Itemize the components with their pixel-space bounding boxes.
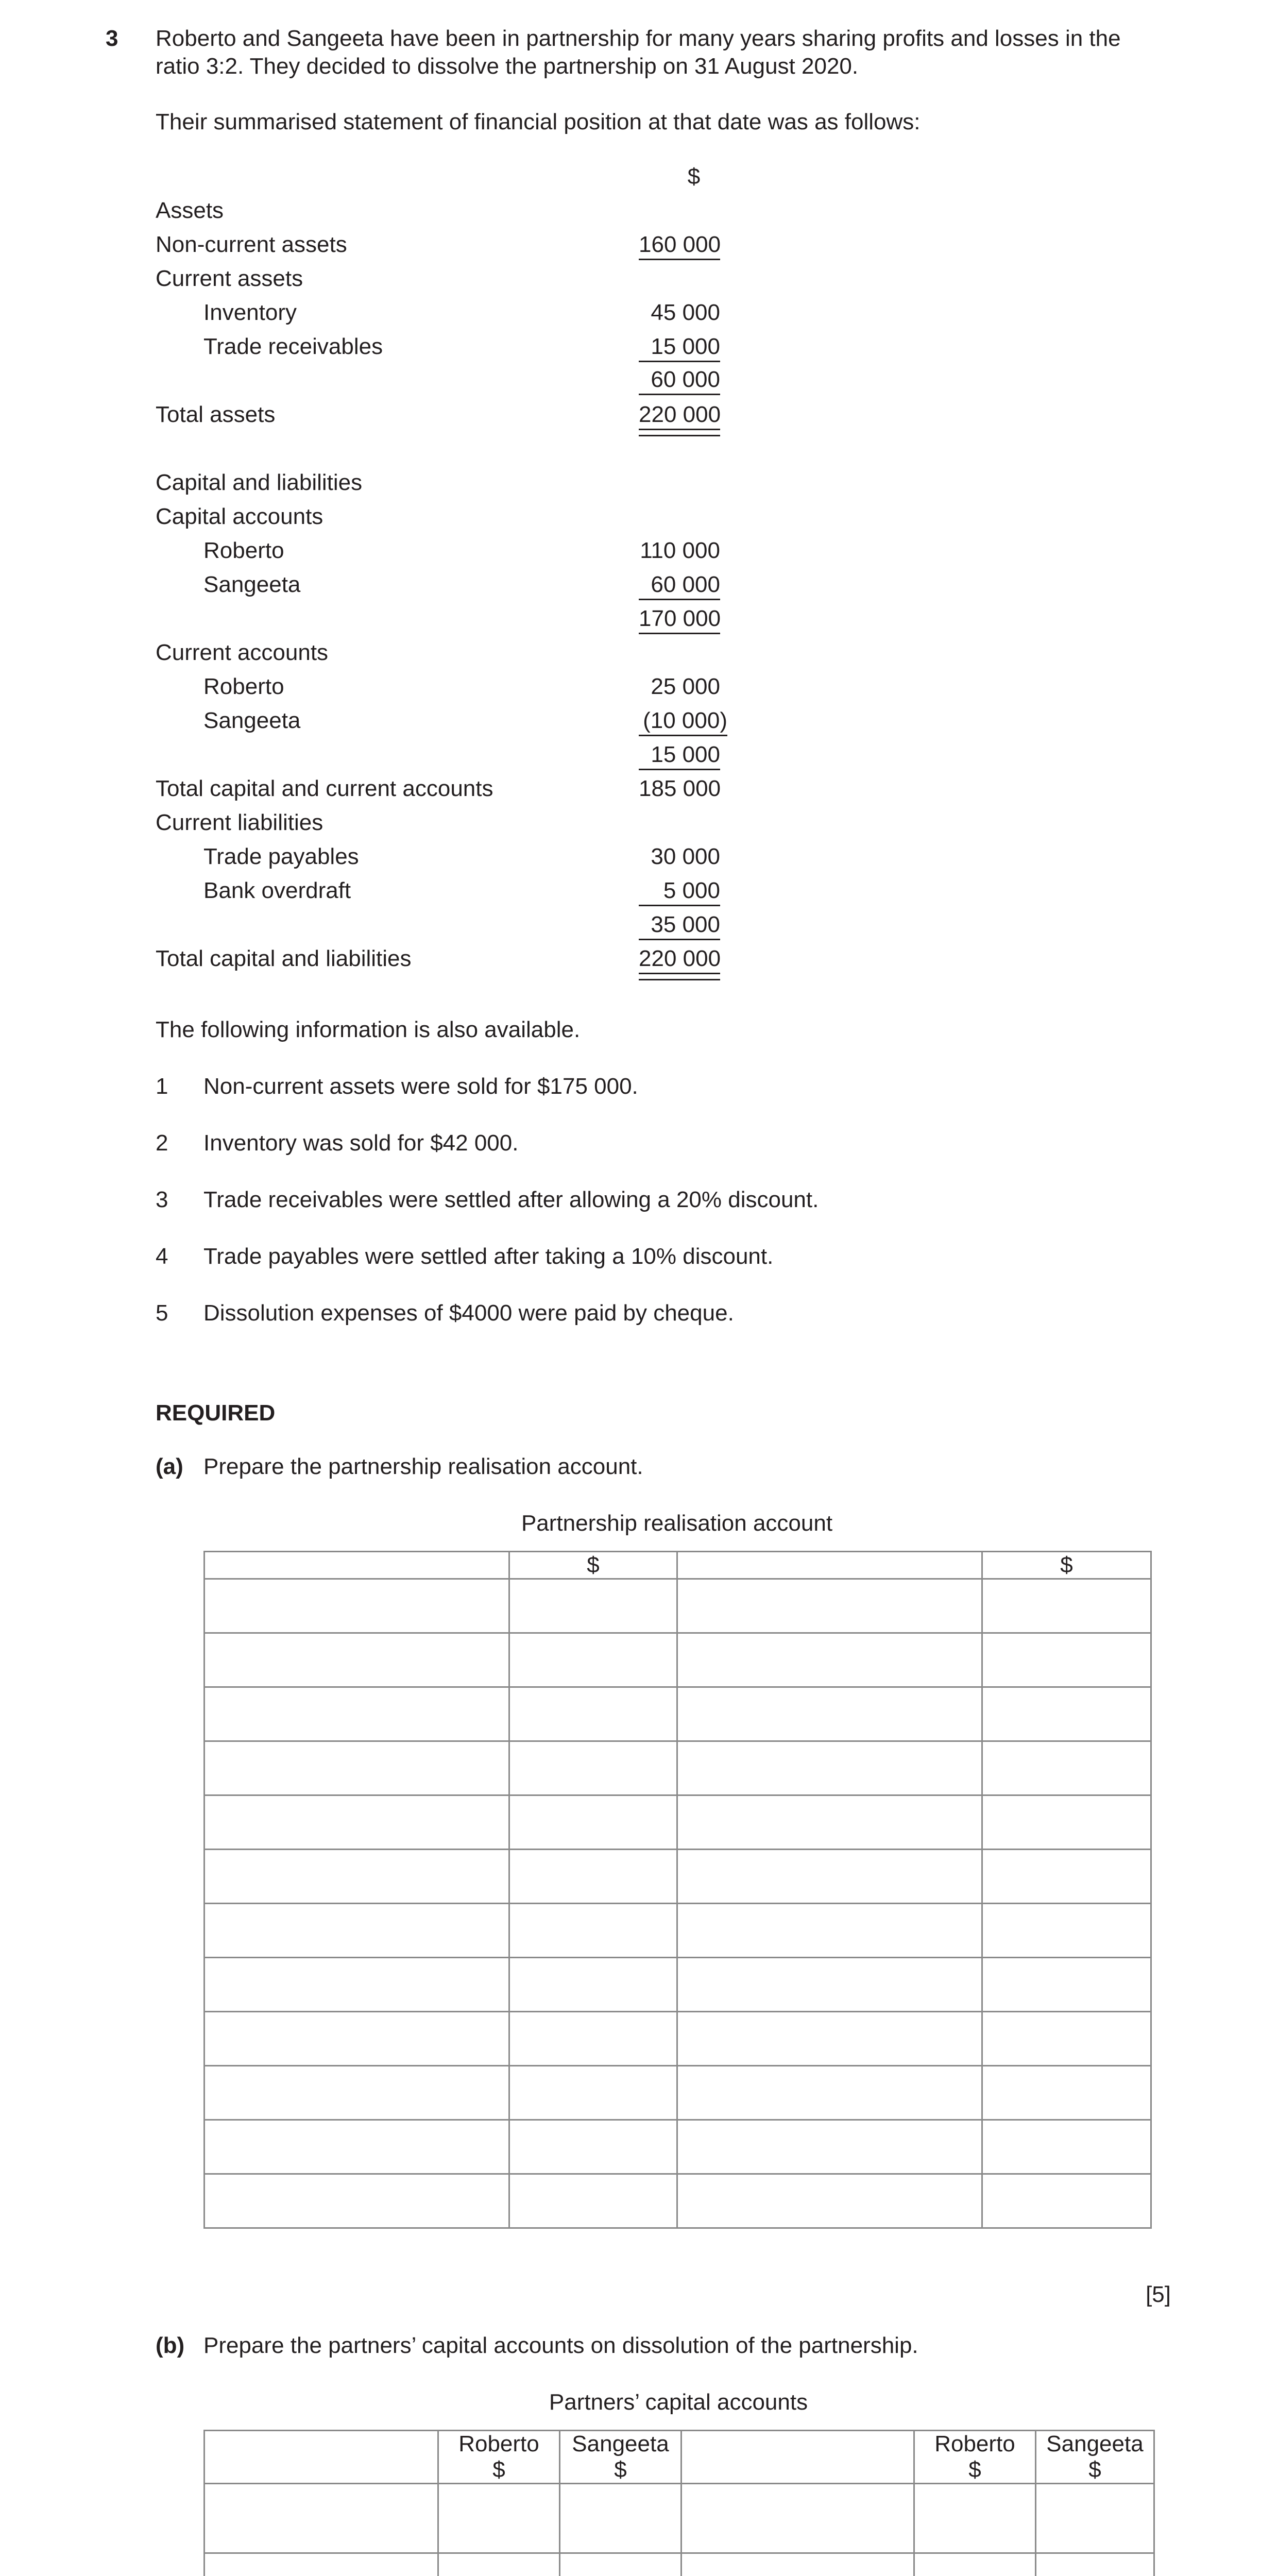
answer-cell[interactable]: [205, 2174, 509, 2228]
currency-header-left: $: [509, 1552, 677, 1579]
answer-cell[interactable]: [982, 1904, 1151, 1958]
answer-cell[interactable]: [677, 2012, 982, 2066]
answer-cell[interactable]: [982, 1958, 1151, 2012]
capital-roberto-value: 110 000: [640, 538, 720, 563]
answer-cell[interactable]: [509, 1850, 677, 1904]
answer-cell[interactable]: [205, 1633, 509, 1687]
current-assets-total: 60 000: [639, 366, 720, 395]
table-row: [205, 2012, 1151, 2066]
current-roberto-value: 25 000: [651, 674, 720, 699]
current-sangeeta-label: Sangeeta: [203, 708, 301, 733]
answer-cell[interactable]: [205, 2553, 438, 2576]
currency-header-right: $: [982, 1552, 1151, 1579]
answer-cell[interactable]: [982, 1687, 1151, 1741]
answer-cell[interactable]: [438, 2553, 560, 2576]
table-row: [205, 1958, 1151, 2012]
total-capital-current-value: 185 000: [639, 776, 721, 801]
answer-cell[interactable]: [509, 2012, 677, 2066]
answer-cell[interactable]: [509, 1904, 677, 1958]
table-row: [205, 2553, 1154, 2576]
sangeeta-label: Sangeeta: [572, 2431, 669, 2456]
answer-cell[interactable]: [677, 1633, 982, 1687]
answer-cell[interactable]: [982, 1850, 1151, 1904]
answer-cell[interactable]: [205, 1687, 509, 1741]
realisation-account-title: Partnership realisation account: [521, 1511, 833, 1536]
table-row: [205, 2484, 1154, 2553]
answer-cell[interactable]: [677, 2120, 982, 2174]
part-a-text: Prepare the partnership realisation account.: [203, 1454, 643, 1479]
realisation-account-table: [203, 1551, 1152, 2229]
answer-cell[interactable]: [205, 2431, 438, 2484]
answer-cell[interactable]: [677, 1904, 982, 1958]
total-capital-liabilities-label: Total capital and liabilities: [156, 946, 412, 971]
answer-cell[interactable]: [205, 2484, 438, 2553]
current-liabilities-heading: Current liabilities: [156, 810, 323, 835]
answer-cell[interactable]: [681, 2431, 914, 2484]
answer-cell[interactable]: [509, 2174, 677, 2228]
answer-cell[interactable]: [677, 2174, 982, 2228]
answer-cell[interactable]: [982, 2174, 1151, 2228]
answer-cell[interactable]: [509, 1579, 677, 1633]
assets-heading: Assets: [156, 198, 224, 223]
current-assets-heading: Current assets: [156, 266, 303, 291]
answer-cell[interactable]: [982, 1633, 1151, 1687]
info-intro: The following information is also available.: [156, 1017, 581, 1042]
answer-cell[interactable]: [982, 1741, 1151, 1795]
answer-cell[interactable]: [681, 2484, 914, 2553]
total-capital-current-label: Total capital and current accounts: [156, 776, 493, 801]
info-item-number: 3: [156, 1187, 168, 1212]
table-header-row: [205, 2431, 1154, 2484]
answer-cell[interactable]: [914, 2484, 1036, 2553]
capital-total: 170 000: [639, 605, 720, 634]
info-item-text: Non-current assets were sold for $175 000.: [203, 1074, 638, 1099]
table-row: [205, 1633, 1151, 1687]
statement-currency-header: $: [687, 164, 701, 189]
question-number: 3: [106, 26, 118, 51]
total-capital-liabilities-double-rule: [639, 979, 720, 980]
total-assets-label: Total assets: [156, 402, 276, 427]
col-header-roberto-right: [914, 2431, 1036, 2484]
bank-overdraft-value: 5 000: [639, 877, 720, 906]
currency-label: $: [968, 2457, 981, 2482]
inventory-label: Inventory: [203, 300, 297, 325]
table-row: [205, 1741, 1151, 1795]
trade-payables-label: Trade payables: [203, 844, 359, 869]
answer-cell[interactable]: [509, 2066, 677, 2120]
statement-intro: Their summarised statement of financial position at that date was as follows:: [156, 109, 921, 134]
answer-cell[interactable]: [677, 1687, 982, 1741]
info-item-text: Trade receivables were settled after allowing a 20% discount.: [203, 1187, 819, 1212]
col-header-roberto-left: [438, 2431, 560, 2484]
answer-cell[interactable]: [205, 1904, 509, 1958]
current-liabilities-total: 35 000: [639, 911, 720, 940]
answer-cell[interactable]: [677, 1579, 982, 1633]
answer-cell[interactable]: [509, 1687, 677, 1741]
answer-cell[interactable]: [1036, 2553, 1154, 2576]
answer-cell[interactable]: [982, 2120, 1151, 2174]
question-intro-line-1: Roberto and Sangeeta have been in partnership for many years sharing profits and losses in the: [156, 26, 1121, 51]
table-row: [205, 2174, 1151, 2228]
answer-cell[interactable]: [677, 1552, 982, 1579]
roberto-label: Roberto: [934, 2431, 1015, 2456]
info-item-number: 2: [156, 1130, 168, 1156]
answer-cell[interactable]: [205, 1850, 509, 1904]
answer-cell[interactable]: [205, 1552, 509, 1579]
answer-cell[interactable]: [677, 2066, 982, 2120]
answer-cell[interactable]: [205, 1741, 509, 1795]
trade-receivables-label: Trade receivables: [203, 334, 383, 359]
answer-cell[interactable]: [560, 2484, 681, 2553]
capital-liabilities-heading: Capital and liabilities: [156, 470, 363, 495]
answer-cell[interactable]: [509, 1741, 677, 1795]
trade-payables-value: 30 000: [651, 844, 720, 869]
answer-cell[interactable]: [677, 1741, 982, 1795]
table-header-row: [205, 1552, 1151, 1579]
roberto-label: Roberto: [458, 2431, 539, 2456]
answer-cell[interactable]: [509, 1795, 677, 1850]
table-row: [205, 1579, 1151, 1633]
answer-cell[interactable]: [982, 1579, 1151, 1633]
answer-cell[interactable]: [438, 2484, 560, 2553]
answer-cell[interactable]: [914, 2553, 1036, 2576]
part-b-text: Prepare the partners’ capital accounts on dissolution of the partnership.: [203, 2333, 918, 2358]
currency-label: $: [492, 2457, 505, 2482]
answer-cell[interactable]: [205, 1795, 509, 1850]
table-row: [205, 1850, 1151, 1904]
inventory-value: 45 000: [651, 300, 720, 325]
answer-cell[interactable]: [560, 2553, 681, 2576]
current-accounts-heading: Current accounts: [156, 640, 329, 665]
info-item-text: Trade payables were settled after taking a 10% discount.: [203, 1244, 774, 1269]
answer-cell[interactable]: [677, 1958, 982, 2012]
trade-receivables-value: 15 000: [639, 333, 720, 362]
answer-cell[interactable]: [205, 2066, 509, 2120]
col-header-sangeeta-left: [560, 2431, 681, 2484]
capital-accounts-table: [203, 2430, 1155, 2576]
total-assets-value: 220 000: [639, 401, 720, 430]
sangeeta-label: Sangeeta: [1046, 2431, 1144, 2456]
part-a-marks: [5]: [1146, 2282, 1171, 2307]
answer-cell[interactable]: [982, 2012, 1151, 2066]
current-roberto-label: Roberto: [203, 674, 284, 699]
required-heading: REQUIRED: [156, 1400, 276, 1426]
currency-label: $: [1088, 2457, 1101, 2482]
table-row: [205, 1687, 1151, 1741]
answer-cell[interactable]: [982, 1795, 1151, 1850]
info-item-number: 5: [156, 1300, 168, 1326]
part-a-label: (a): [156, 1454, 183, 1479]
answer-cell[interactable]: [1036, 2484, 1154, 2553]
total-capital-liabilities-value: 220 000: [639, 945, 720, 974]
non-current-assets-label: Non-current assets: [156, 232, 347, 257]
answer-cell[interactable]: [205, 1958, 509, 2012]
answer-cell[interactable]: [509, 1958, 677, 2012]
currency-label: $: [614, 2457, 627, 2482]
col-header-sangeeta-right: [1036, 2431, 1154, 2484]
table-row: [205, 2066, 1151, 2120]
capital-roberto-label: Roberto: [203, 538, 284, 563]
answer-cell[interactable]: [509, 1633, 677, 1687]
current-sangeeta-value: (10 000): [639, 707, 727, 736]
answer-cell[interactable]: [205, 1579, 509, 1633]
total-assets-double-rule: [639, 435, 720, 436]
table-row: [205, 2120, 1151, 2174]
answer-cell[interactable]: [681, 2553, 914, 2576]
answer-cell[interactable]: [509, 2120, 677, 2174]
capital-accounts-title: Partners’ capital accounts: [549, 2389, 808, 2415]
table-row: [205, 1795, 1151, 1850]
answer-cell[interactable]: [205, 2012, 509, 2066]
answer-cell[interactable]: [677, 1795, 982, 1850]
question-intro-line-2: ratio 3:2. They decided to dissolve the partnership on 31 August 2020.: [156, 54, 859, 79]
answer-cell[interactable]: [205, 2120, 509, 2174]
capital-sangeeta-label: Sangeeta: [203, 572, 301, 597]
capital-sangeeta-value: 60 000: [639, 571, 720, 600]
current-total: 15 000: [639, 741, 720, 770]
table-row: [205, 1904, 1151, 1958]
info-item-text: Inventory was sold for $42 000.: [203, 1130, 519, 1156]
capital-accounts-heading: Capital accounts: [156, 504, 323, 529]
non-current-assets-value: 160 000: [639, 231, 720, 260]
bank-overdraft-label: Bank overdraft: [203, 878, 351, 903]
answer-cell[interactable]: [982, 2066, 1151, 2120]
info-item-number: 4: [156, 1244, 168, 1269]
info-item-number: 1: [156, 1074, 168, 1099]
answer-cell[interactable]: [677, 1850, 982, 1904]
info-item-text: Dissolution expenses of $4000 were paid by cheque.: [203, 1300, 734, 1326]
part-b-label: (b): [156, 2333, 185, 2358]
